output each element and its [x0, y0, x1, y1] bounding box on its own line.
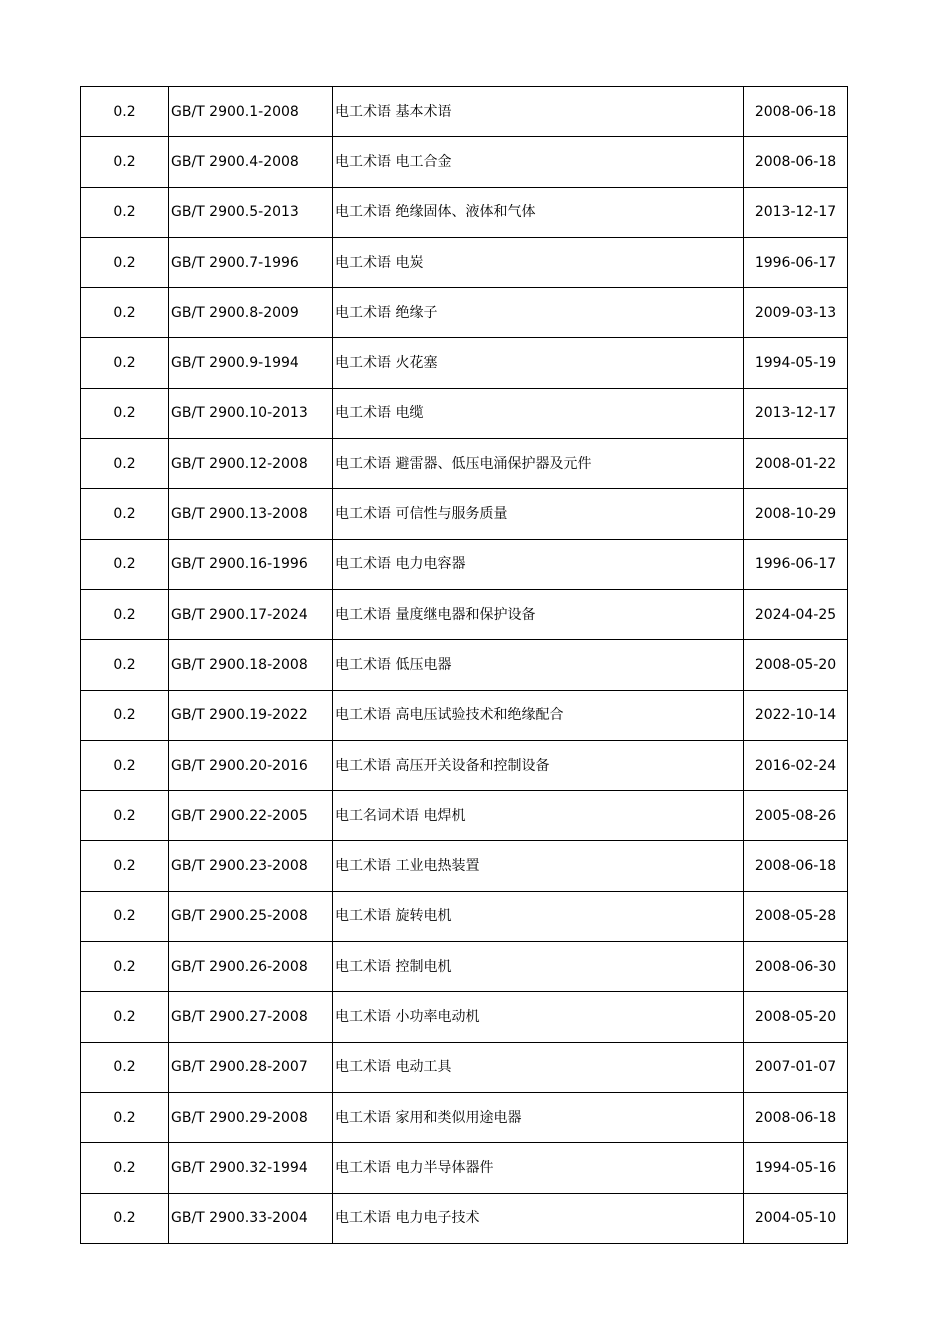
date-cell: 2008-05-28 [744, 891, 848, 941]
table-row [81, 187, 848, 237]
table-row [81, 740, 848, 790]
ratio-cell: 0.2 [81, 640, 169, 690]
table-row [81, 87, 848, 137]
date-cell: 2005-08-26 [744, 791, 848, 841]
standard-title-cell: 电工术语 火花塞 [333, 338, 744, 388]
standard-code-cell: GB/T 2900.22-2005 [169, 791, 333, 841]
date-cell: 1994-05-19 [744, 338, 848, 388]
standard-title-cell: 电工名词术语 电焊机 [333, 791, 744, 841]
standard-title-cell: 电工术语 控制电机 [333, 942, 744, 992]
standard-code-cell: GB/T 2900.18-2008 [169, 640, 333, 690]
standards-table [80, 86, 848, 1244]
date-cell: 1996-06-17 [744, 539, 848, 589]
standard-code-cell: GB/T 2900.23-2008 [169, 841, 333, 891]
ratio-cell: 0.2 [81, 87, 169, 137]
standard-code-cell: GB/T 2900.7-1996 [169, 237, 333, 287]
standard-title-cell: 电工术语 电工合金 [333, 137, 744, 187]
standard-title-cell: 电工术语 电炭 [333, 237, 744, 287]
standard-title-cell: 电工术语 家用和类似用途电器 [333, 1092, 744, 1142]
standard-code-cell: GB/T 2900.9-1994 [169, 338, 333, 388]
standard-title-cell: 电工术语 电力电子技术 [333, 1193, 744, 1243]
standard-code-cell: GB/T 2900.29-2008 [169, 1092, 333, 1142]
ratio-cell: 0.2 [81, 489, 169, 539]
ratio-cell: 0.2 [81, 439, 169, 489]
date-cell: 2022-10-14 [744, 690, 848, 740]
ratio-cell: 0.2 [81, 1143, 169, 1193]
standard-code-cell: GB/T 2900.12-2008 [169, 439, 333, 489]
date-cell: 1996-06-17 [744, 237, 848, 287]
standard-title-cell: 电工术语 可信性与服务质量 [333, 489, 744, 539]
standard-code-cell: GB/T 2900.1-2008 [169, 87, 333, 137]
ratio-cell: 0.2 [81, 841, 169, 891]
date-cell: 2008-06-18 [744, 137, 848, 187]
ratio-cell: 0.2 [81, 1092, 169, 1142]
date-cell: 2008-01-22 [744, 439, 848, 489]
ratio-cell: 0.2 [81, 942, 169, 992]
standard-code-cell: GB/T 2900.13-2008 [169, 489, 333, 539]
table-row [81, 1042, 848, 1092]
table-row [81, 690, 848, 740]
date-cell: 2008-05-20 [744, 992, 848, 1042]
table-row [81, 942, 848, 992]
standard-code-cell: GB/T 2900.25-2008 [169, 891, 333, 941]
standard-code-cell: GB/T 2900.17-2024 [169, 589, 333, 639]
standard-code-cell: GB/T 2900.28-2007 [169, 1042, 333, 1092]
date-cell: 2008-06-18 [744, 1092, 848, 1142]
date-cell: 2008-06-18 [744, 841, 848, 891]
date-cell: 2016-02-24 [744, 740, 848, 790]
date-cell: 2013-12-17 [744, 187, 848, 237]
standard-code-cell: GB/T 2900.32-1994 [169, 1143, 333, 1193]
ratio-cell: 0.2 [81, 388, 169, 438]
standard-code-cell: GB/T 2900.8-2009 [169, 288, 333, 338]
standard-code-cell: GB/T 2900.10-2013 [169, 388, 333, 438]
ratio-cell: 0.2 [81, 1042, 169, 1092]
standard-title-cell: 电工术语 小功率电动机 [333, 992, 744, 1042]
standard-title-cell: 电工术语 工业电热装置 [333, 841, 744, 891]
ratio-cell: 0.2 [81, 338, 169, 388]
date-cell: 2008-06-30 [744, 942, 848, 992]
ratio-cell: 0.2 [81, 1193, 169, 1243]
table-row [81, 992, 848, 1042]
ratio-cell: 0.2 [81, 791, 169, 841]
standard-title-cell: 电工术语 绝缘固体、液体和气体 [333, 187, 744, 237]
ratio-cell: 0.2 [81, 288, 169, 338]
standard-title-cell: 电工术语 电力半导体器件 [333, 1143, 744, 1193]
standard-title-cell: 电工术语 绝缘子 [333, 288, 744, 338]
table-row [81, 891, 848, 941]
table-row [81, 489, 848, 539]
date-cell: 2009-03-13 [744, 288, 848, 338]
standard-title-cell: 电工术语 基本术语 [333, 87, 744, 137]
ratio-cell: 0.2 [81, 589, 169, 639]
ratio-cell: 0.2 [81, 891, 169, 941]
standard-title-cell: 电工术语 低压电器 [333, 640, 744, 690]
standard-code-cell: GB/T 2900.26-2008 [169, 942, 333, 992]
table-row [81, 237, 848, 287]
standard-title-cell: 电工术语 高电压试验技术和绝缘配合 [333, 690, 744, 740]
standard-title-cell: 电工术语 高压开关设备和控制设备 [333, 740, 744, 790]
table-row [81, 791, 848, 841]
standard-code-cell: GB/T 2900.16-1996 [169, 539, 333, 589]
table-row [81, 137, 848, 187]
table-row [81, 640, 848, 690]
ratio-cell: 0.2 [81, 137, 169, 187]
standard-title-cell: 电工术语 量度继电器和保护设备 [333, 589, 744, 639]
standard-title-cell: 电工术语 电动工具 [333, 1042, 744, 1092]
standard-code-cell: GB/T 2900.19-2022 [169, 690, 333, 740]
date-cell: 2008-06-18 [744, 87, 848, 137]
date-cell: 2024-04-25 [744, 589, 848, 639]
date-cell: 1994-05-16 [744, 1143, 848, 1193]
ratio-cell: 0.2 [81, 992, 169, 1042]
ratio-cell: 0.2 [81, 690, 169, 740]
standard-code-cell: GB/T 2900.27-2008 [169, 992, 333, 1042]
table-row [81, 841, 848, 891]
standards-table-body [81, 87, 848, 1244]
ratio-cell: 0.2 [81, 187, 169, 237]
table-row [81, 1143, 848, 1193]
table-row [81, 539, 848, 589]
ratio-cell: 0.2 [81, 237, 169, 287]
table-row [81, 388, 848, 438]
ratio-cell: 0.2 [81, 740, 169, 790]
standard-title-cell: 电工术语 电力电容器 [333, 539, 744, 589]
date-cell: 2004-05-10 [744, 1193, 848, 1243]
standard-title-cell: 电工术语 避雷器、低压电涌保护器及元件 [333, 439, 744, 489]
standard-title-cell: 电工术语 电缆 [333, 388, 744, 438]
table-row [81, 589, 848, 639]
table-row [81, 288, 848, 338]
standard-code-cell: GB/T 2900.20-2016 [169, 740, 333, 790]
standard-title-cell: 电工术语 旋转电机 [333, 891, 744, 941]
table-row [81, 338, 848, 388]
date-cell: 2013-12-17 [744, 388, 848, 438]
date-cell: 2008-05-20 [744, 640, 848, 690]
standard-code-cell: GB/T 2900.5-2013 [169, 187, 333, 237]
table-row [81, 439, 848, 489]
date-cell: 2007-01-07 [744, 1042, 848, 1092]
table-row [81, 1092, 848, 1142]
standard-code-cell: GB/T 2900.4-2008 [169, 137, 333, 187]
ratio-cell: 0.2 [81, 539, 169, 589]
table-row [81, 1193, 848, 1243]
standard-code-cell: GB/T 2900.33-2004 [169, 1193, 333, 1243]
date-cell: 2008-10-29 [744, 489, 848, 539]
